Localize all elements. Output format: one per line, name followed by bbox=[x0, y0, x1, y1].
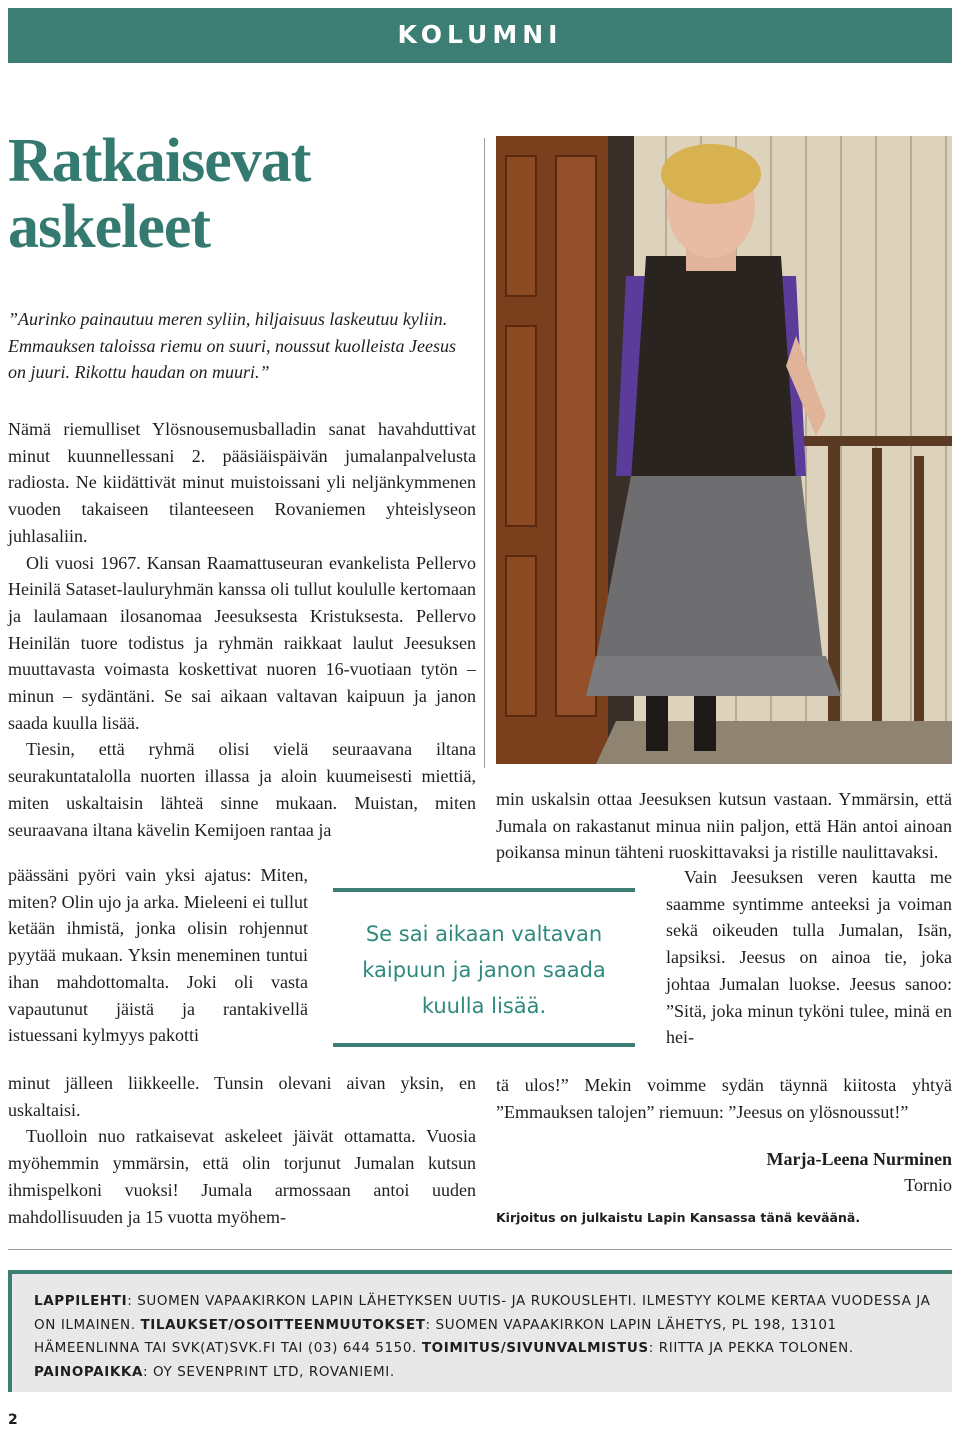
masthead-key-3: TOIMITUS/SIVUNVALMISTUS bbox=[421, 1340, 649, 1357]
pull-quote-line-1: Se sai aikaan valtavan bbox=[365, 922, 603, 946]
section-label: KOLUMNI bbox=[397, 20, 563, 49]
masthead-text-1: : SUOMEN VAPAAKIRKON LAPIN LÄHETYKSEN UUTIS- JA RUKOUSLEHTI. ILMESTYY KOLME KERTAA VUODESSA JA ON ILMAINEN. bbox=[34, 1293, 931, 1333]
title-line-1: Ratkaisevat bbox=[8, 127, 311, 195]
paragraph-4: Tuolloin nuo ratkaisevat askeleet jäivät ottamatta. Vuosia myöhemmin ymmärsin, että olin torjunut Jumalan kutsun ihmispelkoni vuoksi! Jumala armossaan antoi uuden mahdollisuuden ja 15 vuotta myöhem- bbox=[8, 1126, 476, 1227]
right-column-bottom bbox=[496, 1072, 952, 1125]
right-column-top bbox=[496, 786, 952, 866]
masthead-text-4: : OY SEVENPRINT LTD, ROVANIEMI. bbox=[143, 1363, 395, 1380]
paragraph-6-end: tä ulos!” Mekin voimme sydän täynnä kiitosta yhtyä ”Emmauksen talojen” riemuun: ”Jeesus on ylösnoussut!” bbox=[496, 1075, 952, 1122]
paragraph-5: min uskalsin ottaa Jeesuksen kutsun vastaan. Ymmärsin, että Jumala on rakastanut minua niin paljon, että Hän antoi ainoan poikansa minun tähteni ruoskittavaksi ja ristille naulittavaksi. bbox=[496, 789, 952, 863]
masthead-key-2: TILAUKSET/OSOITTEENMUUTOKSET bbox=[140, 1316, 426, 1333]
quote-text: ”Aurinko painautuu meren syliin, hiljaisuus laskeutuu kyliin. Emmauksen taloissa riemu on suuri, noussut kuolleista Jeesus on juuri. Rikottu haudan on muuri.” bbox=[8, 309, 456, 383]
pull-quote-rule-bottom bbox=[333, 1043, 635, 1047]
column-divider bbox=[484, 138, 485, 768]
masthead-text-2: : SUOMEN VAPAAKIRKON LAPIN LÄHETYS, PL 198, 13101 HÄMEENLINNA TAI SVK(AT)SVK.FI TAI (03) 644 5150. bbox=[34, 1316, 837, 1357]
paragraph-3-continued: päässäni pyöri vain yksi ajatus: Miten, miten? Olin ujo ja arka. Mieleeni ei tullut ketään ihmistä, jonka olisin rohjennut pyytää mukaan. Yksin meneminen tuntui ihan mahdottomalta. Joki oli vasta vapautunut jäistä ja rantakivellä istuessani kylmyys pakotti bbox=[8, 865, 308, 1046]
article-title bbox=[8, 128, 310, 260]
paragraph-3-end: minut jälleen liikkeelle. Tunsin olevani aivan yksin, en uskaltaisi. bbox=[8, 1073, 476, 1120]
left-column-bottom bbox=[8, 1070, 476, 1230]
title-line-2: askeleet bbox=[8, 193, 211, 261]
masthead-key-4: PAINOPAIKKA bbox=[34, 1363, 143, 1380]
ballad-quote bbox=[8, 306, 478, 386]
masthead-box bbox=[8, 1270, 952, 1392]
left-column bbox=[8, 416, 476, 843]
pull-quote-rule-top bbox=[333, 888, 635, 892]
narrow-column bbox=[8, 862, 308, 1049]
author-photo bbox=[496, 136, 952, 764]
right-column-middle bbox=[666, 864, 952, 1051]
paragraph-6: Vain Jeesuksen veren kautta me saamme syntimme anteeksi ja voiman sekä oikeuden tulla Jumalan, Isän, lapsiksi. Jeesus on ainoa tie, joka johtaa Jumalan luokse. Jeesus sanoo: ”Sitä, joka minun tyköni tulee, minä en hei- bbox=[666, 867, 952, 1048]
author-name: Marja-Leena Nurminen bbox=[766, 1149, 952, 1169]
pull-quote-line-2: kaipuun ja janon saada bbox=[362, 958, 606, 982]
masthead-text-3: : RIITTA JA PEKKA TOLONEN. bbox=[648, 1340, 854, 1357]
pull-quote bbox=[333, 916, 635, 1024]
author-place: Tornio bbox=[904, 1175, 952, 1195]
paragraph-1: Nämä riemulliset Ylösnousemusballadin sanat havahduttivat minut kuunnellessani 2. pääsiäispäivän jumalanpalvelusta radiosta. Ne kiidättivät minut muistoissani yli neljänkymmenen vuoden takaiseen tilanteeseen Rovaniemen yhteislyseon juhlasaliin. bbox=[8, 419, 476, 546]
publication-note: Kirjoitus on julkaistu Lapin Kansassa tänä keväänä. bbox=[496, 1210, 861, 1225]
section-banner bbox=[8, 8, 952, 63]
footer-divider bbox=[8, 1249, 952, 1250]
page-number: 2 bbox=[8, 1412, 18, 1428]
pull-quote-line-3: kuulla lisää. bbox=[421, 994, 547, 1018]
masthead-key-1: LAPPILEHTI bbox=[34, 1293, 128, 1309]
paragraph-3: Tiesin, että ryhmä olisi vielä seuraavana iltana seurakuntatalolla nuorten illassa ja aloin kuumeisesti miettiä, miten uskaltaisin lähteä sinne mukaan. Muistan, miten seuraavana iltana kävelin Kemijoen rantaa ja bbox=[8, 739, 476, 840]
paragraph-2: Oli vuosi 1967. Kansan Raamattuseuran evankelista Pellervo Heinilä Sataset-lauluryhmän kanssa oli tullut koululle kertomaan ja laulamaan ilosanomaa Jeesuksesta Kristuksesta. Pellervo Heinilän tuore todistus ja ryhmän raikkaat laulut Jeesuksen muuttavasta voimasta koskettivat nuoren 16-vuotiaan tytön – minun – sydäntäni. Se sai aikaan valtavan kaipuun ja janon saada kuulla lisää. bbox=[8, 552, 476, 733]
